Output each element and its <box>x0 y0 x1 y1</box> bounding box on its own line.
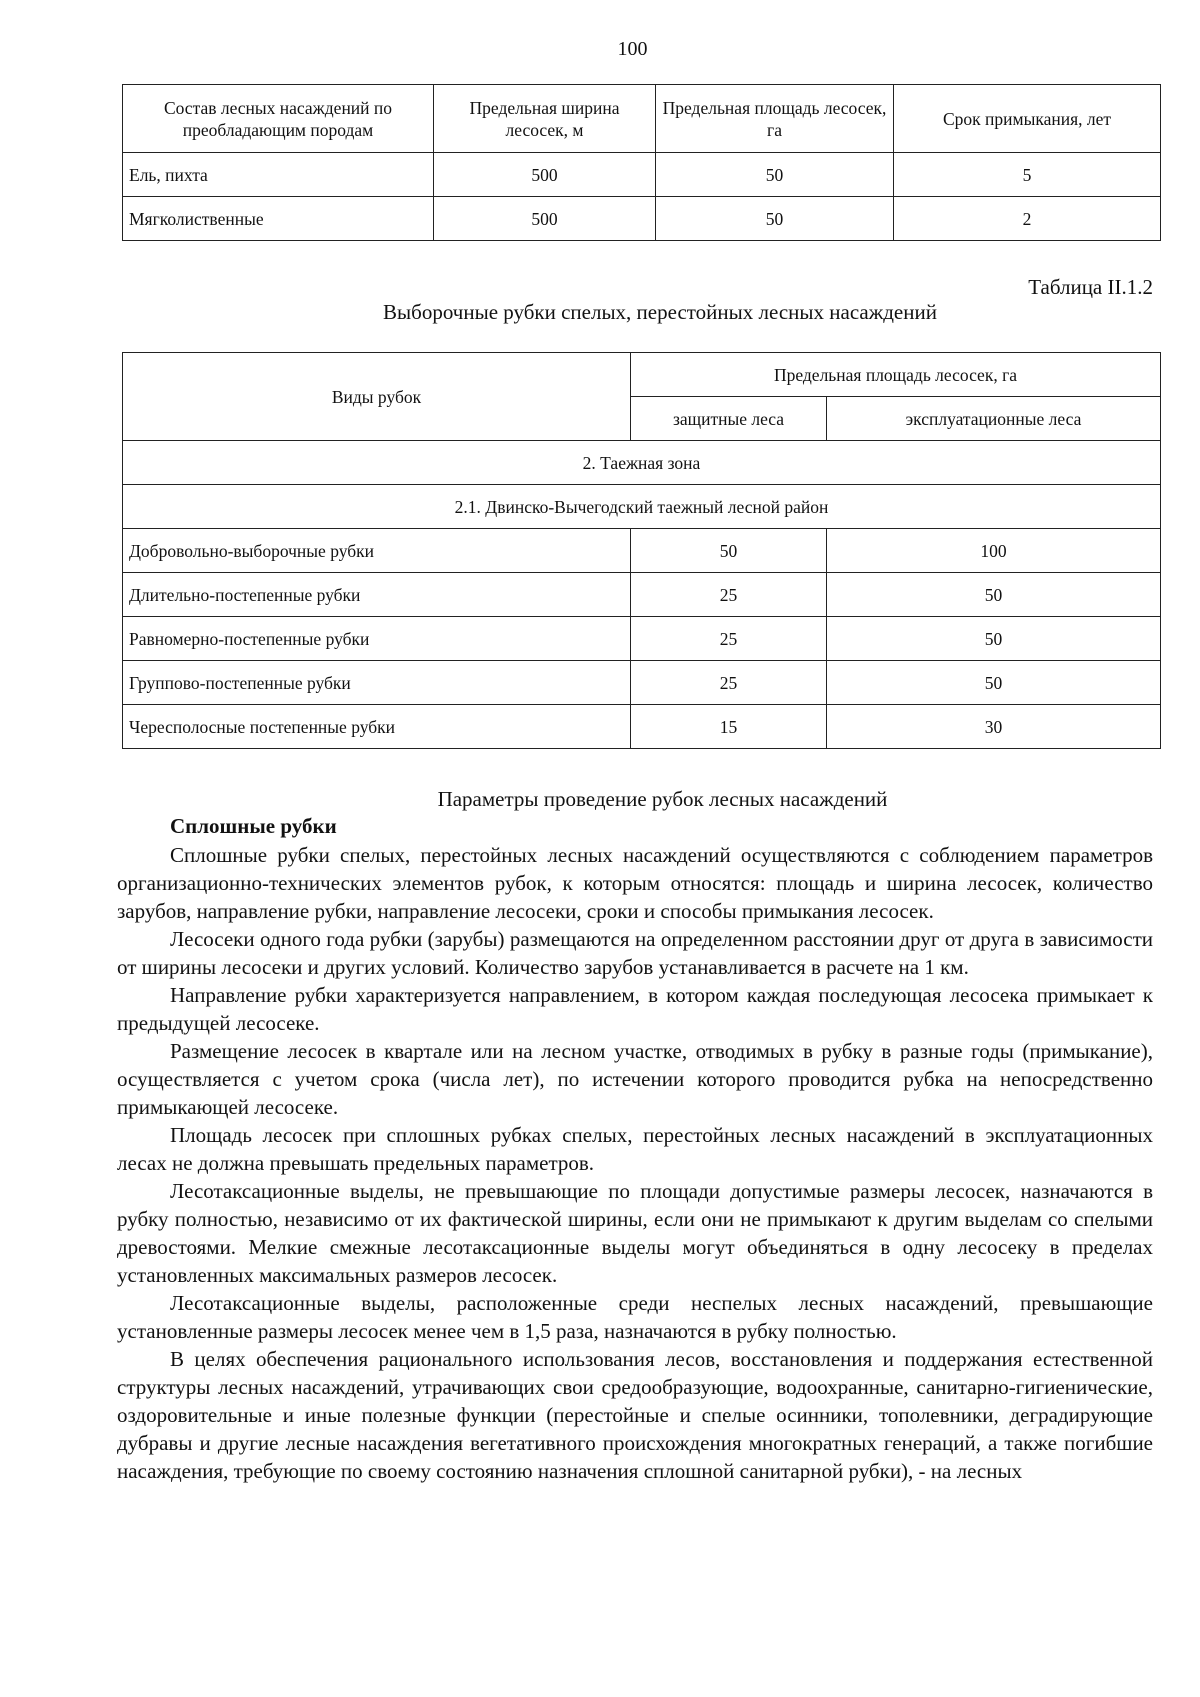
table-row <box>123 617 1161 661</box>
table-cell: 500 <box>434 153 656 197</box>
section-title: Параметры проведение рубок лесных насаждений <box>437 787 888 811</box>
table-cell: 50 <box>827 573 1161 617</box>
table-cell: Добровольно-выборочные рубки <box>123 529 631 573</box>
table-cell: 25 <box>631 617 827 661</box>
table-cell: 5 <box>894 153 1161 197</box>
zone-cell: 2. Таежная зона <box>123 441 1161 485</box>
table-label: Таблица II.1.2 <box>1028 275 1153 299</box>
table-cell: 50 <box>656 153 894 197</box>
table-cell: 50 <box>656 197 894 241</box>
page-number: 100 <box>617 38 648 60</box>
paragraph: Размещение лесосек в квартале или на лесном участке, отводимых в рубку в разные годы (примыкание), осуществляется с учетом срока (числа лет), по истечении которого проводится рубка на непосредственно примыкающей лесосеке. <box>117 1039 1153 1119</box>
header-cell: Состав лесных насаждений по преобладающим породам <box>123 85 434 153</box>
header-cell-area: Предельная площадь лесосек, га <box>631 353 1161 397</box>
table-cell: 15 <box>631 705 827 749</box>
header-cell-kind: Виды рубок <box>123 353 631 441</box>
region-cell: 2.1. Двинско-Вычегодский таежный лесной район <box>123 485 1161 529</box>
paragraph: Площадь лесосек при сплошных рубках спелых, перестойных лесных насаждений в эксплуатационных лесах не должна превышать предельных параметров. <box>117 1123 1153 1175</box>
table-cutting-limits <box>122 84 1161 241</box>
table-row <box>123 661 1161 705</box>
table-row <box>123 529 1161 573</box>
paragraph: Сплошные рубки спелых, перестойных лесных насаждений осуществляются с соблюдением параметров организационно-технических элементов рубок, к которым относятся: площадь и ширина лесосек, количество зарубов, направление рубки, направление лесосеки, сроки и способы примыкания лесосек. <box>117 843 1153 923</box>
table-header-row <box>123 353 1161 397</box>
table-cell: 50 <box>827 617 1161 661</box>
table-cell: Длительно-постепенные рубки <box>123 573 631 617</box>
table-cell: 500 <box>434 197 656 241</box>
table-selective-cutting <box>122 352 1161 749</box>
body-text <box>117 841 1153 1485</box>
table-cell: 25 <box>631 573 827 617</box>
table-title: Выборочные рубки спелых, перестойных лесных насаждений <box>383 300 937 324</box>
header-cell-exploitation: эксплуатационные леса <box>827 397 1161 441</box>
table-cell: 25 <box>631 661 827 705</box>
paragraph: Лесотаксационные выделы, расположенные среди неспелых лесных насаждений, превышающие установленные размеры лесосек менее чем в 1,5 раза, назначаются в рубку полностью. <box>117 1291 1153 1343</box>
table-cell: 30 <box>827 705 1161 749</box>
header-cell: Срок примыкания, лет <box>894 85 1161 153</box>
table-cell: Мягколиственные <box>123 197 434 241</box>
table-row <box>123 573 1161 617</box>
table-cell: Группово-постепенные рубки <box>123 661 631 705</box>
section-subtitle: Сплошные рубки <box>170 814 337 838</box>
table-cell: 100 <box>827 529 1161 573</box>
paragraph: Направление рубки характеризуется направлением, в котором каждая последующая лесосека примыкает к предыдущей лесосеке. <box>117 983 1153 1035</box>
table-cell: Чересполосные постепенные рубки <box>123 705 631 749</box>
table-cell: 2 <box>894 197 1161 241</box>
table-row <box>123 705 1161 749</box>
header-cell: Предельная площадь лесосек, га <box>656 85 894 153</box>
paragraph: Лесотаксационные выделы, не превышающие по площади допустимые размеры лесосек, назначаются в рубку полностью, независимо от их фактической ширины, если они не примыкают к другим выделам со спелыми древостоями. Мелкие смежные лесотаксационные выделы могут объединяться в одну лесосеку в пределах установленных максимальных размеров лесосек. <box>117 1179 1153 1287</box>
header-cell: Предельная ширина лесосек, м <box>434 85 656 153</box>
table-header-row <box>123 85 1161 153</box>
table-row <box>123 153 1161 197</box>
paragraph: В целях обеспечения рационального использования лесов, восстановления и поддержания естественной структуры лесных насаждений, утрачивающих свои средообразующие, водоохранные, санитарно-гигиенические, оздоровительные и иные полезные функции (перестойные и спелые осинники, тополевники, деградирующие дубравы и другие лесные насаждения вегетативного происхождения многократных генераций, а также погибшие насаждения, требующие по своему состоянию назначения сплошной санитарной рубки), - на лесных <box>117 1347 1153 1483</box>
table-zone-row <box>123 441 1161 485</box>
header-cell-protective: защитные леса <box>631 397 827 441</box>
table-cell: 50 <box>827 661 1161 705</box>
table-cell: Равномерно-постепенные рубки <box>123 617 631 661</box>
table-cell: 50 <box>631 529 827 573</box>
table-row <box>123 197 1161 241</box>
paragraph: Лесосеки одного года рубки (зарубы) размещаются на определенном расстоянии друг от друга в зависимости от ширины лесосеки и других условий. Количество зарубов устанавливается в расчете на 1 км. <box>117 927 1153 979</box>
table-cell: Ель, пихта <box>123 153 434 197</box>
table-region-row <box>123 485 1161 529</box>
